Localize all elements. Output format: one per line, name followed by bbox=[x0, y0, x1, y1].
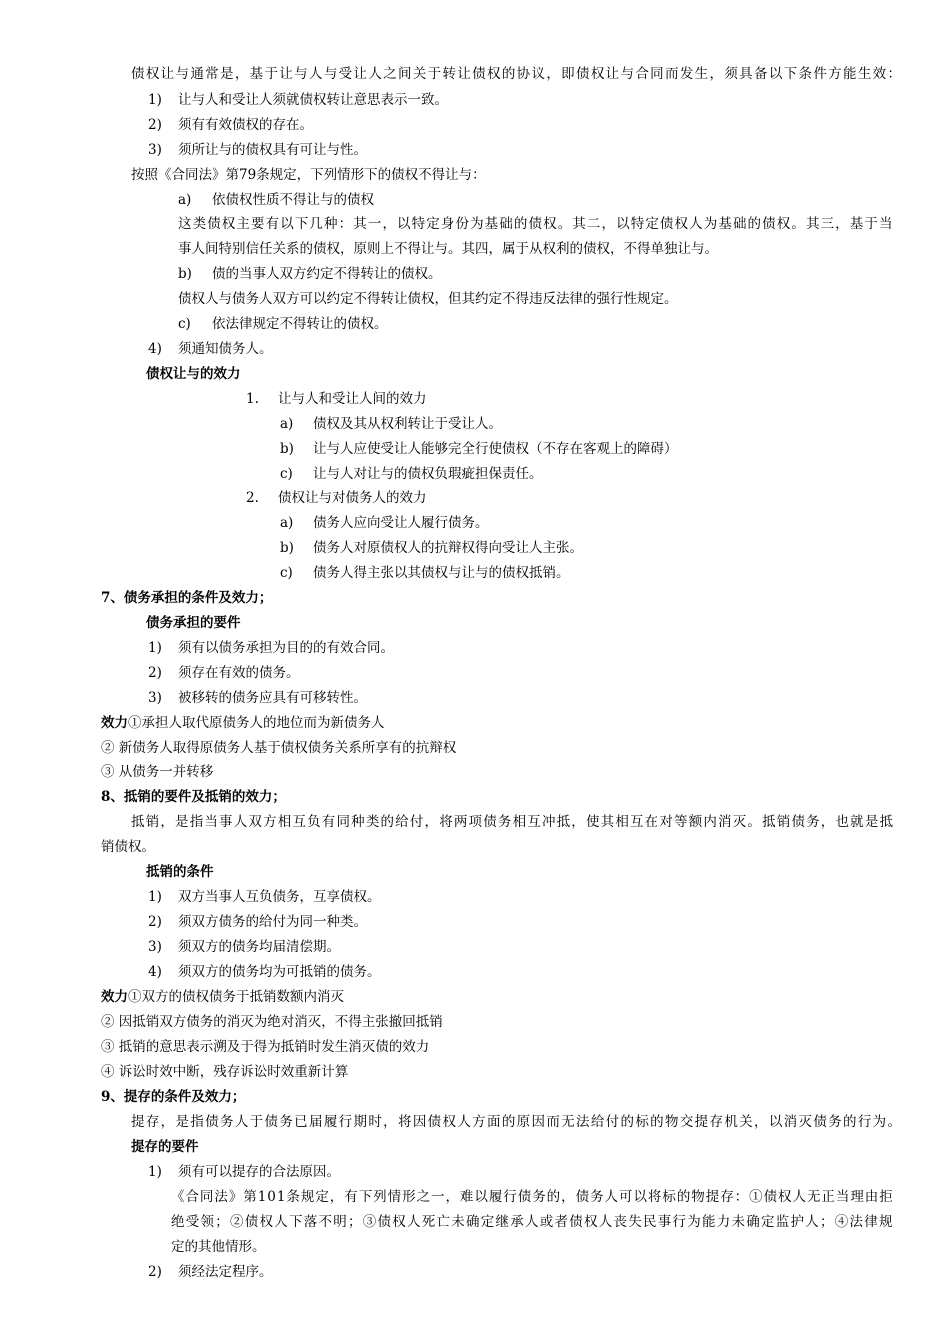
paragraph-line: 提存，是指债务人于债务已届履行期时，将因债权人方面的原因而无法给付的标的物交提存机关，以消灭债务的行为。 bbox=[131, 1114, 903, 1130]
section-heading: 债务承担的要件 bbox=[146, 615, 241, 631]
paragraph-line: ② 新债务人取得原债务人基于债权债务关系所享有的抗辩权 bbox=[101, 740, 457, 756]
list-item bbox=[148, 663, 300, 683]
list-marker: b) bbox=[280, 540, 294, 556]
paragraph-line: 这类债权主要有以下几种：其一，以特定身份为基础的债权。其二，以特定债权人为基础的债权。其三，基于当 bbox=[178, 216, 894, 232]
list-marker: 4) bbox=[148, 964, 162, 980]
list-item-text: 依法律规定不得转让的债权。 bbox=[212, 316, 388, 332]
paragraph-line: ④ 诉讼时效中断，残存诉讼时效重新计算 bbox=[101, 1064, 349, 1080]
list-marker: 4) bbox=[148, 341, 162, 357]
list-item bbox=[178, 314, 388, 334]
list-item-text: 债务人应向受让人履行债务。 bbox=[313, 515, 489, 531]
list-marker: c) bbox=[280, 565, 293, 581]
list-item bbox=[280, 464, 543, 484]
list-item-text: 让与人对让与的债权负瑕疵担保责任。 bbox=[313, 466, 543, 482]
list-marker: 2. bbox=[246, 490, 259, 506]
list-marker: 2) bbox=[148, 117, 162, 133]
list-item bbox=[178, 190, 374, 210]
paragraph-line: 抵销，是指当事人双方相互负有同种类的给付，将两项债务相互冲抵，使其相互在对等额内消灭。抵销债务，也就是抵 bbox=[131, 814, 895, 830]
list-marker: c) bbox=[178, 316, 191, 332]
effect-line bbox=[101, 713, 385, 733]
list-item bbox=[280, 563, 570, 583]
list-item-text: 须有可以提存的合法原因。 bbox=[178, 1164, 340, 1180]
paragraph-line: 销债权。 bbox=[101, 839, 155, 855]
list-marker: 2) bbox=[148, 914, 162, 930]
list-item bbox=[280, 538, 583, 558]
paragraph-line: 债权人与债务人双方可以约定不得转让债权，但其约定不得违反法律的强行性规定。 bbox=[178, 291, 678, 307]
list-marker: 2) bbox=[148, 1264, 162, 1280]
list-item-text: 让与人和受让人须就债权转让意思表示一致。 bbox=[178, 92, 448, 108]
list-marker: b) bbox=[178, 266, 192, 282]
paragraph-line: 定的其他情形。 bbox=[171, 1239, 266, 1255]
list-marker: a) bbox=[280, 416, 294, 432]
list-item-text: 被移转的债务应具有可移转性。 bbox=[178, 690, 367, 706]
list-item bbox=[148, 962, 381, 982]
list-item-text: 须双方的债务均为可抵销的债务。 bbox=[178, 964, 381, 980]
list-marker: a) bbox=[280, 515, 294, 531]
list-item-text: 双方当事人互负债务，互享债权。 bbox=[178, 889, 381, 905]
list-marker: 3) bbox=[148, 939, 162, 955]
list-marker: 3) bbox=[148, 142, 162, 158]
list-item-text: 让与人应使受让人能够完全行使债权（不存在客观上的障碍） bbox=[313, 441, 678, 457]
paragraph-line: 债权让与通常是，基于让与人与受让人之间关于转让债权的协议，即债权让与合同而发生，须具备以下条件方能生效： bbox=[131, 66, 903, 82]
list-item-text: 债的当事人双方约定不得转让的债权。 bbox=[212, 266, 442, 282]
list-item-text: 让与人和受让人间的效力 bbox=[278, 391, 427, 407]
list-item-text: 须存在有效的债务。 bbox=[178, 665, 300, 681]
paragraph-line: ③ 从债务一并转移 bbox=[101, 764, 214, 780]
list-marker: 1) bbox=[148, 92, 162, 108]
list-item bbox=[148, 912, 367, 932]
list-item bbox=[280, 414, 502, 434]
list-item-text: 须所让与的债权具有可让与性。 bbox=[178, 142, 367, 158]
list-marker: 2) bbox=[148, 665, 162, 681]
list-item-text: 债务人对原债权人的抗辩权得向受让人主张。 bbox=[313, 540, 583, 556]
list-item-text: 债权及其从权利转让于受让人。 bbox=[313, 416, 502, 432]
list-marker: c) bbox=[280, 466, 293, 482]
section-heading: 提存的要件 bbox=[131, 1139, 199, 1155]
list-marker: 1) bbox=[148, 889, 162, 905]
list-item-text: 债务人得主张以其债权与让与的债权抵销。 bbox=[313, 565, 570, 581]
list-item bbox=[280, 439, 678, 459]
paragraph-line: 绝受领；②债权人下落不明；③债权人死亡未确定继承人或者债权人丧失民事行为能力未确定监护人；④法律规 bbox=[171, 1214, 894, 1230]
list-marker: 3) bbox=[148, 690, 162, 706]
list-item-text: 须有以债务承担为目的的有效合同。 bbox=[178, 640, 394, 656]
section-heading: 8、抵销的要件及抵销的效力； bbox=[101, 789, 286, 805]
list-item-text: ①双方的债权债务于抵销数额内消灭 bbox=[128, 989, 344, 1005]
section-heading: 9、提存的条件及效力； bbox=[101, 1089, 246, 1105]
paragraph-line: ② 因抵销双方债务的消灭为绝对消灭，不得主张撤回抵销 bbox=[101, 1014, 443, 1030]
list-marker: 1. bbox=[246, 391, 259, 407]
section-heading: 7、债务承担的条件及效力； bbox=[101, 590, 273, 606]
list-item bbox=[148, 937, 340, 957]
list-item-text: 须双方的债务均届清偿期。 bbox=[178, 939, 340, 955]
list-item bbox=[280, 513, 489, 533]
list-item bbox=[148, 339, 273, 359]
section-heading: 抵销的条件 bbox=[146, 864, 214, 880]
list-marker: 1) bbox=[148, 1164, 162, 1180]
effect-line bbox=[101, 987, 344, 1007]
list-item-text: 须双方债务的给付为同一种类。 bbox=[178, 914, 367, 930]
paragraph-line: ③ 抵销的意思表示溯及于得为抵销时发生消灭债的效力 bbox=[101, 1039, 430, 1055]
list-item bbox=[178, 264, 442, 284]
list-item-text: 须有有效债权的存在。 bbox=[178, 117, 313, 133]
list-item-text: 须经法定程序。 bbox=[178, 1264, 273, 1280]
list-marker: b) bbox=[280, 441, 294, 457]
list-item bbox=[148, 140, 367, 160]
list-marker: a) bbox=[178, 192, 192, 208]
paragraph-line: 事人间特别信任关系的债权，原则上不得让与。其四，属于从权利的债权，不得单独让与。 bbox=[178, 241, 718, 257]
list-item bbox=[148, 638, 394, 658]
list-item bbox=[148, 688, 367, 708]
list-item bbox=[246, 389, 427, 409]
list-item-text: 须通知债务人。 bbox=[178, 341, 273, 357]
list-item bbox=[148, 1262, 273, 1282]
list-item-text: 债权让与对债务人的效力 bbox=[278, 490, 427, 506]
paragraph-line: 《合同法》第101条规定，有下列情形之一，难以履行债务的，债务人可以将标的物提存：①债权人无正当理由拒 bbox=[171, 1189, 894, 1205]
list-item bbox=[148, 887, 381, 907]
list-item-text: ①承担人取代原债务人的地位而为新债务人 bbox=[128, 715, 385, 731]
section-heading: 债权让与的效力 bbox=[146, 366, 241, 382]
paragraph-line: 按照《合同法》第79条规定，下列情形下的债权不得让与： bbox=[131, 167, 486, 183]
list-item bbox=[148, 1162, 340, 1182]
list-item-text: 依债权性质不得让与的债权 bbox=[212, 192, 374, 208]
list-item bbox=[246, 488, 427, 508]
effect-label: 效力 bbox=[101, 715, 128, 731]
list-item bbox=[148, 90, 448, 110]
list-item bbox=[148, 115, 313, 135]
list-marker: 1) bbox=[148, 640, 162, 656]
effect-label: 效力 bbox=[101, 989, 128, 1005]
